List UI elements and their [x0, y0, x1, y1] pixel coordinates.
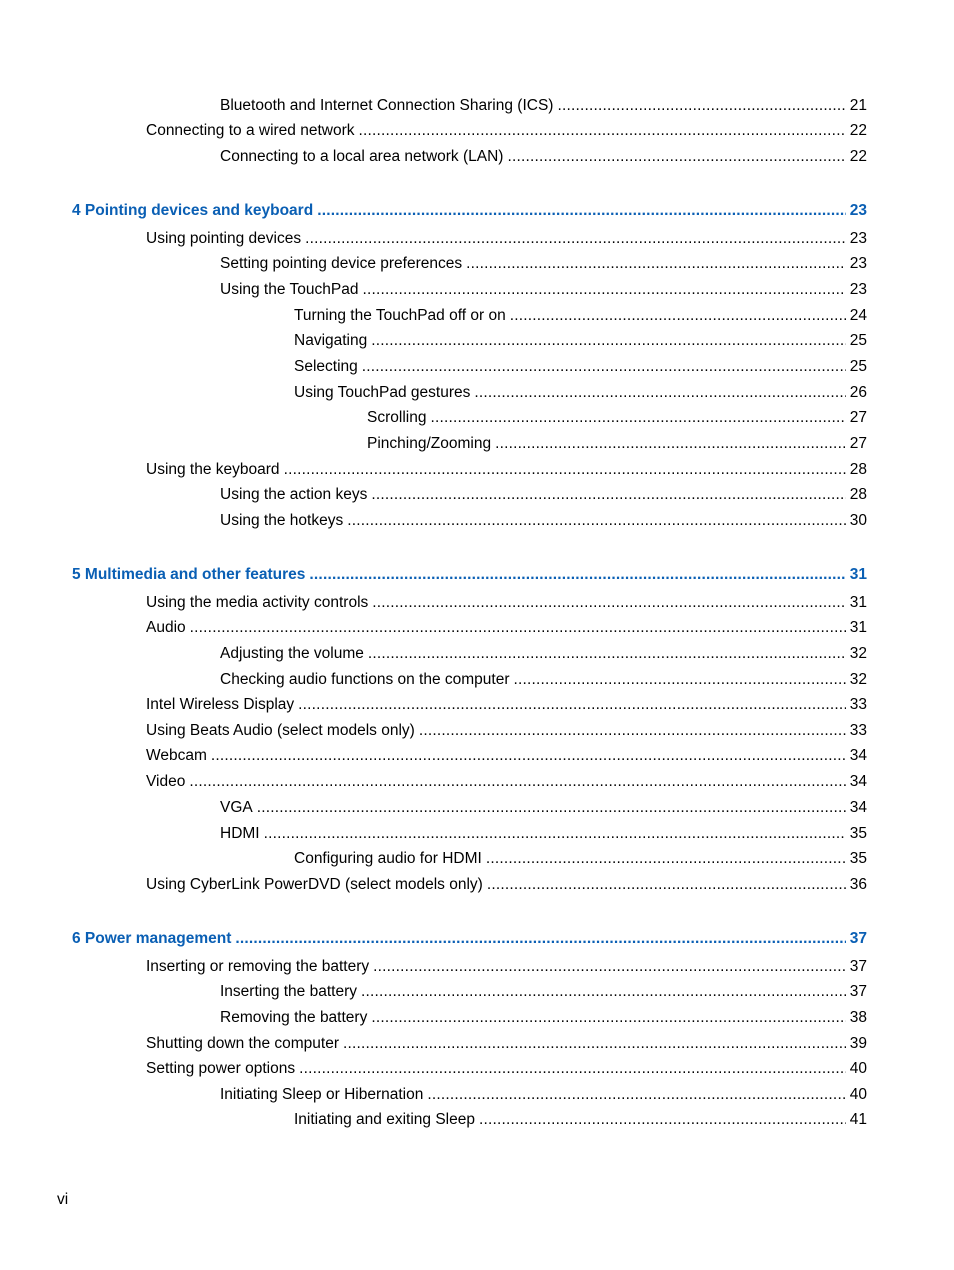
- toc-entry-title: Turning the TouchPad off or on: [294, 307, 506, 324]
- toc-page-number: 25: [849, 358, 867, 375]
- toc-entry[interactable]: [220, 669, 867, 691]
- toc-entry[interactable]: [146, 956, 867, 978]
- toc-dot-leader: [359, 120, 846, 142]
- toc-entry-title: Checking audio functions on the computer: [220, 671, 510, 688]
- toc-entry[interactable]: [367, 407, 867, 429]
- toc-entry-title: Using pointing devices: [146, 230, 302, 247]
- toc-dot-leader: [371, 330, 846, 352]
- toc-entry-title: Using the TouchPad: [220, 281, 359, 298]
- toc-entry-title: Intel Wireless Display: [146, 696, 295, 713]
- toc-page-number: 28: [849, 486, 867, 503]
- toc-entry-title: Inserting the battery: [220, 983, 357, 1000]
- toc-entry-title: Configuring audio for HDMI: [294, 850, 482, 867]
- toc-entry-title: Video: [146, 773, 186, 790]
- toc-dot-leader: [190, 617, 846, 639]
- toc-page-number: 23: [849, 281, 867, 298]
- toc-entry-title: Connecting to a wired network: [146, 122, 355, 139]
- toc-entry-title: Using Beats Audio (select models only): [146, 722, 415, 739]
- toc-page-number: 37: [849, 958, 867, 975]
- toc-chapter-entry[interactable]: [72, 564, 867, 586]
- toc-entry-title: Navigating: [294, 332, 368, 349]
- toc-entry[interactable]: [367, 433, 867, 455]
- toc-entry[interactable]: [146, 771, 867, 793]
- toc-entry[interactable]: [146, 228, 867, 250]
- toc-entry-title: VGA: [220, 799, 253, 816]
- toc-entry-title: Initiating and exiting Sleep: [294, 1111, 475, 1128]
- toc-entry[interactable]: [294, 1109, 867, 1131]
- toc-entry[interactable]: [294, 356, 867, 378]
- toc-page-number: 41: [849, 1111, 867, 1128]
- toc-entry[interactable]: [146, 720, 867, 742]
- toc-dot-leader: [347, 510, 846, 532]
- toc-entry[interactable]: [220, 1007, 867, 1029]
- toc-dot-leader: [466, 253, 846, 275]
- toc-entry[interactable]: [220, 797, 867, 819]
- toc-entry[interactable]: [146, 592, 867, 614]
- toc-entry[interactable]: [294, 330, 867, 352]
- toc-entry[interactable]: [220, 823, 867, 845]
- toc-dot-leader: [264, 823, 846, 845]
- toc-entry-title: Using the keyboard: [146, 461, 280, 478]
- toc-page-number: 33: [849, 696, 867, 713]
- toc-dot-leader: [343, 1033, 846, 1055]
- toc-page-number: 23: [849, 202, 867, 219]
- toc-dot-leader: [479, 1109, 846, 1131]
- toc-entry[interactable]: [294, 382, 867, 404]
- toc-page-number: 22: [849, 148, 867, 165]
- toc-page-number: 34: [849, 773, 867, 790]
- toc-page-number: 25: [849, 332, 867, 349]
- toc-dot-leader: [368, 643, 846, 665]
- toc-page-number: 31: [849, 619, 867, 636]
- toc-entry-title: Using the media activity controls: [146, 594, 369, 611]
- toc-page-number: 32: [849, 671, 867, 688]
- toc-dot-leader: [486, 848, 846, 870]
- toc-entry-title: 5 Multimedia and other features: [72, 566, 306, 583]
- toc-entry-title: Using the action keys: [220, 486, 368, 503]
- toc-entry-title: Shutting down the computer: [146, 1035, 340, 1052]
- toc-page-number: 34: [849, 747, 867, 764]
- toc-entry-title: Initiating Sleep or Hibernation: [220, 1086, 424, 1103]
- toc-page-number: 23: [849, 255, 867, 272]
- toc-entry-title: Using the hotkeys: [220, 512, 344, 529]
- toc-dot-leader: [257, 797, 846, 819]
- toc-dot-leader: [362, 356, 846, 378]
- toc-entry[interactable]: [220, 95, 867, 117]
- toc-entry-title: Using TouchPad gestures: [294, 384, 471, 401]
- toc-dot-leader: [305, 228, 846, 250]
- toc-dot-leader: [474, 382, 845, 404]
- toc-entry-title: Removing the battery: [220, 1009, 368, 1026]
- toc-page-number: 22: [849, 122, 867, 139]
- toc-page-number: 38: [849, 1009, 867, 1026]
- toc-entry[interactable]: [146, 1033, 867, 1055]
- toc-entry[interactable]: [146, 874, 867, 896]
- toc-dot-leader: [557, 95, 845, 117]
- toc-entry-title: 4 Pointing devices and keyboard: [72, 202, 314, 219]
- toc-entry-title: Pinching/Zooming: [367, 435, 492, 452]
- toc-page-number: 23: [849, 230, 867, 247]
- toc-entry[interactable]: [220, 643, 867, 665]
- toc-page-number: 40: [849, 1086, 867, 1103]
- toc-page-number: 27: [849, 435, 867, 452]
- toc-entry-title: Audio: [146, 619, 186, 636]
- toc-dot-leader: [372, 592, 845, 614]
- toc-entry[interactable]: [220, 279, 867, 301]
- toc-entry[interactable]: [220, 253, 867, 275]
- toc-page-number: 37: [849, 983, 867, 1000]
- page-number: vi: [57, 1191, 69, 1208]
- toc-dot-leader: [427, 1084, 845, 1106]
- toc-entry-title: Inserting or removing the battery: [146, 958, 370, 975]
- toc-dot-leader: [487, 874, 846, 896]
- toc-entry[interactable]: [220, 146, 867, 168]
- toc-entry[interactable]: [146, 617, 867, 639]
- toc-entry[interactable]: [220, 981, 867, 1003]
- toc-entry[interactable]: [146, 745, 867, 767]
- toc-entry-title: Using CyberLink PowerDVD (select models only): [146, 876, 483, 893]
- toc-dot-leader: [235, 928, 845, 950]
- toc-entry[interactable]: [294, 848, 867, 870]
- toc-dot-leader: [309, 564, 845, 586]
- toc-page-number: 35: [849, 850, 867, 867]
- toc-page-number: 21: [849, 97, 867, 114]
- toc-page-number: 33: [849, 722, 867, 739]
- toc-dot-leader: [371, 484, 845, 506]
- toc-dot-leader: [298, 694, 846, 716]
- toc-page-number: 28: [849, 461, 867, 478]
- toc-entry[interactable]: [146, 120, 867, 142]
- toc-dot-leader: [373, 956, 846, 978]
- toc-page-number: 27: [849, 409, 867, 426]
- toc-page-number: 32: [849, 645, 867, 662]
- toc-entry[interactable]: [220, 1084, 867, 1106]
- toc-entry-title: Connecting to a local area network (LAN): [220, 148, 504, 165]
- toc-entry-title: Setting pointing device preferences: [220, 255, 463, 272]
- toc-page-number: 35: [849, 825, 867, 842]
- toc-entry-title: HDMI: [220, 825, 260, 842]
- toc-dot-leader: [514, 669, 846, 691]
- toc-entry[interactable]: [146, 459, 867, 481]
- toc-entry-title: Setting power options: [146, 1060, 296, 1077]
- toc-entry-title: Selecting: [294, 358, 358, 375]
- toc-dot-leader: [371, 1007, 845, 1029]
- toc-dot-leader: [211, 745, 846, 767]
- toc-dot-leader: [430, 407, 845, 429]
- toc-entry-title: Bluetooth and Internet Connection Sharing (ICS): [220, 97, 554, 114]
- toc-entry-title: 6 Power management: [72, 930, 232, 947]
- toc-entry-title: Webcam: [146, 747, 207, 764]
- toc-entry-title: Scrolling: [367, 409, 427, 426]
- toc-dot-leader: [189, 771, 845, 793]
- toc-dot-leader: [419, 720, 846, 742]
- toc-page-number: 39: [849, 1035, 867, 1052]
- toc-entry[interactable]: [146, 694, 867, 716]
- toc-dot-leader: [507, 146, 845, 168]
- toc-page-number: 37: [849, 930, 867, 947]
- toc-dot-leader: [510, 305, 846, 327]
- toc-dot-leader: [299, 1058, 846, 1080]
- toc-page-number: 36: [849, 876, 867, 893]
- toc-chapter-entry[interactable]: [72, 928, 867, 950]
- toc-dot-leader: [495, 433, 846, 455]
- toc-entry[interactable]: [146, 1058, 867, 1080]
- toc-dot-leader: [284, 459, 846, 481]
- toc-entry[interactable]: [294, 305, 867, 327]
- toc-dot-leader: [362, 279, 845, 301]
- toc-page-number: 26: [849, 384, 867, 401]
- toc-page-number: 40: [849, 1060, 867, 1077]
- toc-page-number: 30: [849, 512, 867, 529]
- toc-entry[interactable]: [220, 484, 867, 506]
- toc-page-number: 34: [849, 799, 867, 816]
- toc-chapter-entry[interactable]: [72, 200, 867, 222]
- toc-page-number: 31: [849, 594, 867, 611]
- toc-dot-leader: [317, 200, 846, 222]
- toc-page-number: 24: [849, 307, 867, 324]
- toc-entry[interactable]: [220, 510, 867, 532]
- toc-page-number: 31: [849, 566, 867, 583]
- toc-dot-leader: [361, 981, 846, 1003]
- toc-entry-title: Adjusting the volume: [220, 645, 364, 662]
